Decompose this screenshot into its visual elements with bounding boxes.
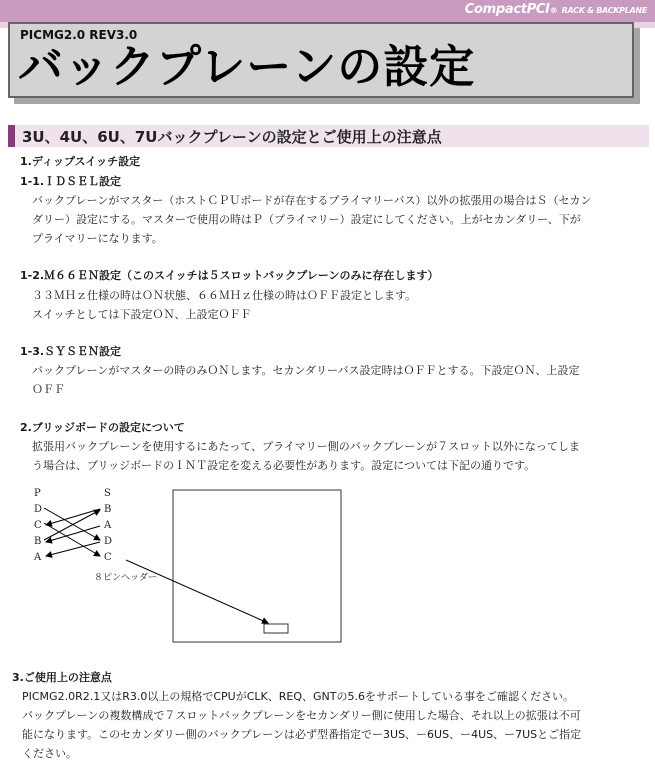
page-title: バックプレーンの設定 — [18, 40, 476, 93]
header-pointer — [126, 560, 268, 623]
section-marker — [8, 125, 15, 147]
pin-left: D — [34, 504, 43, 515]
pin-left: C — [34, 520, 42, 531]
section-header — [8, 125, 649, 147]
s1-1-line: プライマリーになります。 — [32, 232, 163, 245]
board-outline — [173, 490, 341, 642]
s3-line: 能になります。このセカンダリー側のバックプレーンは必ず型番指定でー3US、ー6US、ー4US、ー7USとご指定 — [22, 728, 582, 741]
wire-d-a — [46, 542, 100, 556]
s3-line: ください。 — [22, 747, 77, 760]
s1-3-heading: 1-3.ＳＹＳＥＮ設定 — [20, 345, 122, 358]
spec-version: PICMG2.0 REV3.0 — [20, 28, 138, 42]
s1-1-line: バックプレーンがマスター（ホストＣＰＵボードが存在するプライマリーバス）以外の拡張用の場合はＳ（セカン — [32, 194, 592, 207]
s2-line: う場合は、ブリッジボードのＩＮＴ設定を変える必要性があります。設定については下記の通りです。 — [32, 459, 536, 472]
s2-line: 拡張用バックプレーンを使用するにあたって、プライマリー側のバックプレーンが７スロット以外になってしま — [32, 440, 580, 453]
pin-right: B — [104, 504, 112, 515]
s3-line: バックプレーンの複数構成で７スロットバックプレーンをセカンダリー側に使用した場合、それ以上の拡張は不可 — [22, 709, 581, 722]
s1-2-heading: 1-2.Ｍ６６ＥＮ設定（このスイッチは５スロットバックプレーンのみに存在します） — [20, 269, 439, 282]
s3-heading: 3.ご使用上の注意点 — [12, 671, 112, 684]
s1-3-line: バックプレーンがマスターの時のみＯＮします。セカンダリーバス設定時はＯＦＦとする。下設定ＯＮ、上設定 — [32, 364, 580, 377]
s1-2-line: ３３ＭＨｚ仕様の時はＯＮ状態、６６ＭＨｚ仕様の時はＯＦＦ設定とします。 — [32, 289, 417, 302]
pin-left: B — [34, 536, 42, 547]
bridge-int-diagram — [28, 482, 348, 646]
brand-logo: CompactPCI® RACK & BACKPLANE — [464, 2, 647, 17]
pin-right: A — [104, 520, 112, 531]
s3-line: PICMG2.0R2.1又はR3.0以上の規格でCPUがCLK、REQ、GNTの5.6をサポートしている事をご確認ください。 — [22, 690, 574, 703]
pin-left: P — [34, 488, 41, 499]
brand-bar — [0, 0, 655, 22]
header-label: ８ピンヘッダー — [94, 573, 158, 583]
s1-1-heading: 1-1.ＩＤＳＥＬ設定 — [20, 175, 122, 188]
pin-right: D — [104, 536, 113, 547]
pin-right: C — [104, 552, 112, 563]
pin-right: S — [104, 488, 111, 499]
title-box — [8, 22, 634, 98]
wire-b-c — [46, 509, 100, 525]
s1-3-line: ＯＦＦ — [32, 383, 65, 396]
wire-c-c — [44, 523, 100, 556]
s1-2-line: スイッチとしては下設定ＯＮ、上設定ＯＦＦ — [32, 308, 252, 321]
s1-heading: 1.ディップスイッチ設定 — [20, 155, 141, 168]
s1-1-line: ダリー）設定にする。マスターで使用の時はＰ（プライマリー）設定にしてください。上がセカンダリー、下が — [32, 213, 581, 226]
s2-heading: 2.ブリッジボードの設定について — [20, 421, 185, 434]
jumper-header — [264, 624, 288, 633]
section-title: 3U、4U、6U、7Uバックプレーンの設定とご使用上の注意点 — [22, 128, 442, 146]
pin-left: A — [34, 552, 42, 563]
